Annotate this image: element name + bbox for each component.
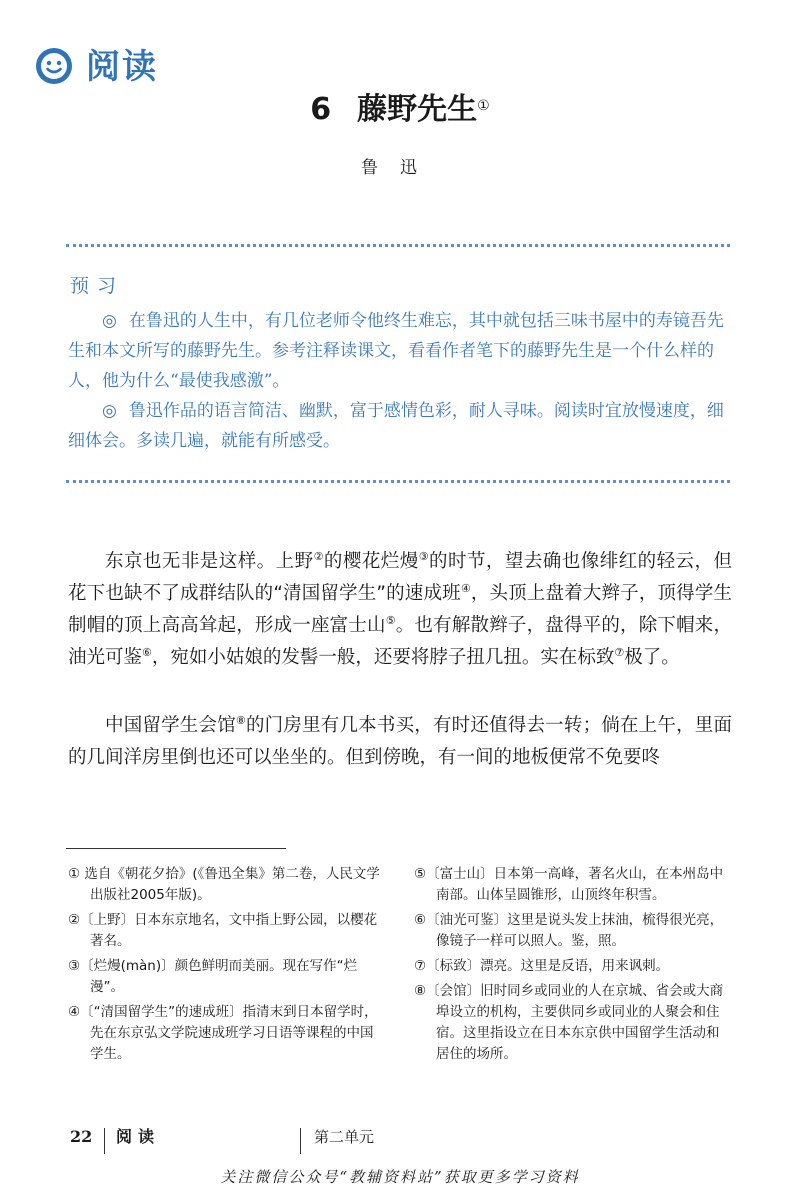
text-run: 。也有解散辫子，盘得平的，除下帽来，油光可鉴 (68, 615, 732, 668)
preview-text: 在鲁迅的人生中，有几位老师令他终生难忘，其中就包括三味书屋中的寿镜吾先生和本文所写的藤野先生。参考注释读课文，看看作者笔下的藤野先生是一个什么样的人，他为什么“最使我感激”。 (68, 311, 724, 391)
body-paragraph (68, 710, 732, 774)
lesson-title (0, 86, 800, 134)
folio-section: 阅读 (116, 1127, 161, 1146)
footnote-ref[interactable]: ③ (418, 549, 430, 563)
footnote-ref[interactable]: ④ (460, 581, 471, 595)
page-number: 22 (70, 1127, 93, 1146)
dotted-divider (66, 480, 730, 483)
bullet-icon: ◎ (102, 401, 117, 421)
text-run: 中国留学生会馆 (105, 715, 236, 736)
footnotes-left (68, 864, 386, 1069)
text-run: 东京也无非是这样。上野 (105, 551, 314, 572)
footnote: ⑤〔富士山〕日本第一高峰，著名火山，在本州岛中南部。山体呈圆锥形，山顶终年积雪。 (414, 866, 724, 903)
footnote: ④〔“清国留学生”的速成班〕指清末到日本留学时，先在东京弘文学院速成班学习日语等课程的中国学生。 (68, 1004, 378, 1062)
footnote-ref[interactable]: ⑦ (614, 645, 625, 659)
lesson-number: 6 (310, 92, 332, 127)
text-run: 的樱花烂熳 (323, 551, 419, 572)
text-run: ，宛如小姑娘的发髻一般，还要将脖子扭几扭。实在标致 (151, 647, 615, 668)
footnote-ref[interactable]: ② (313, 549, 324, 563)
text-run: ，头顶上盘着大辫子，顶得学生制帽的顶上高高耸起，形成一座富士山 (68, 583, 732, 636)
folio-unit: 第二单元 (314, 1128, 375, 1146)
folio-divider (300, 1128, 301, 1154)
folio-divider (104, 1128, 105, 1154)
watermark-banner: 关注微信公众号“教辅资料站”获取更多学习资料 (220, 1168, 580, 1186)
footnote-mark: ① (477, 98, 490, 114)
text-run: 极了。 (624, 647, 680, 668)
author: 鲁迅 (361, 158, 439, 178)
footnote-ref[interactable]: ⑥ (142, 645, 152, 659)
footnote-rule (66, 848, 286, 849)
text-run: 的门房里有几本书买，有时还值得去一转；倘在上午，里面的几间洋房里倒也还可以坐坐的。但到傍晚，有一间的地板便常不免要咚 (68, 715, 732, 768)
preview-item (68, 306, 732, 396)
footnote: ⑥〔油光可鉴〕这里是说头发上抹油，梳得很光亮，像镜子一样可以照人。鉴，照。 (414, 912, 724, 949)
preview-item (68, 396, 732, 456)
preview-title: 预习 (70, 275, 125, 297)
text-run: 的时节，望去确也像绯红的轻云，但花下也缺不了成群结队的“清国留学生”的速成班 (68, 551, 732, 604)
body-paragraph (68, 546, 732, 674)
dotted-divider (66, 244, 730, 247)
footnote: ⑦〔标致〕漂亮。这里是反语，用来讽刺。 (414, 958, 670, 974)
footnote-ref[interactable]: ⑧ (235, 713, 246, 727)
lesson-title-text: 藤野先生 (357, 92, 478, 127)
footnote: ⑧〔会馆〕旧时同乡或同业的人在京城、省会或大商埠设立的机构，主要供同乡或同业的人聚会和住宿。这里指设立在日本东京供中国留学生活动和居住的场所。 (414, 983, 724, 1062)
section-title: 阅读 (86, 47, 158, 87)
footnote: ②〔上野〕日本东京地名，文中指上野公园，以樱花著名。 (68, 912, 378, 949)
footnote-ref[interactable]: ⑤ (385, 613, 396, 627)
footnote: ③〔烂熳(màn)〕颜色鲜明而美丽。现在写作“烂漫”。 (68, 958, 358, 995)
bullet-icon: ◎ (102, 311, 117, 331)
footnote: ① 选自《朝花夕拾》(《鲁迅全集》第二卷，人民文学出版社2005年版)。 (68, 866, 380, 903)
smiley-face-icon (34, 46, 74, 86)
footnotes-right (414, 864, 732, 1069)
preview-text: 鲁迅作品的语言简洁、幽默，富于感情色彩，耐人寻味。阅读时宜放慢速度，细细体会。多读几遍，就能有所感受。 (68, 401, 724, 451)
